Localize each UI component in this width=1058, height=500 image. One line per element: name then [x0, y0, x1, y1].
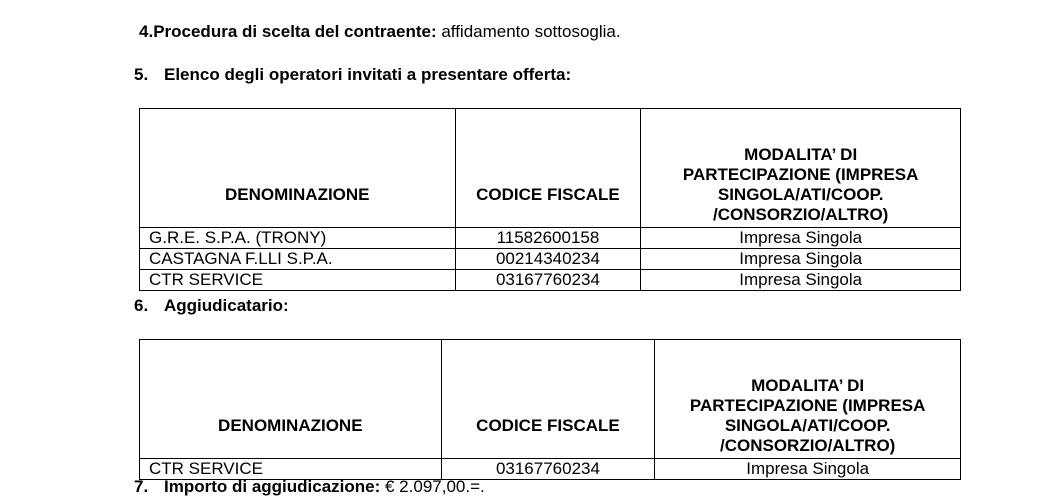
section-4-number: 4.: [139, 22, 154, 41]
section-4: [139, 22, 621, 42]
section-6-label: Aggiudicatario:: [164, 296, 289, 315]
table-header-row: [140, 340, 961, 459]
header-denominazione: DENOMINAZIONE: [140, 340, 442, 459]
header-modalita-line-4: /CONSORZIO/ALTRO): [713, 205, 889, 224]
cell-modalita: Impresa Singola: [641, 249, 961, 270]
table-header-row: [140, 109, 961, 228]
cell-denominazione: CASTAGNA F.LLI S.P.A.: [140, 249, 456, 270]
section-4-label: Procedura di scelta del contraente:: [153, 22, 437, 41]
header-modalita: [641, 109, 961, 228]
section-7-number: 7.: [134, 477, 149, 496]
invited-operators-table: [139, 108, 961, 291]
section-7: [134, 477, 485, 497]
header-modalita: [655, 340, 961, 459]
header-modalita-line-3: SINGOLA/ATI/COOP.: [717, 185, 884, 204]
header-modalita-line-1: MODALITA’ DI: [744, 145, 858, 164]
table-row: [140, 270, 961, 291]
header-modalita-line-3: SINGOLA/ATI/COOP.: [724, 416, 891, 435]
section-5-number: 5.: [134, 65, 149, 84]
section-7-value: € 2.097,00.=.: [380, 477, 485, 496]
header-denominazione: DENOMINAZIONE: [140, 109, 456, 228]
header-modalita-line-1: MODALITA’ DI: [751, 376, 865, 395]
cell-denominazione: G.R.E. S.P.A. (TRONY): [140, 228, 456, 249]
cell-denominazione: CTR SERVICE: [140, 270, 456, 291]
section-6-heading: [134, 296, 289, 316]
section-5-heading: [134, 65, 571, 85]
cell-modalita: Impresa Singola: [655, 459, 961, 480]
table-row: [140, 228, 961, 249]
header-codice-fiscale: CODICE FISCALE: [441, 340, 655, 459]
section-7-label: Importo di aggiudicazione:: [164, 477, 381, 496]
section-4-value: affidamento sottosoglia.: [436, 22, 621, 41]
header-codice-fiscale: CODICE FISCALE: [455, 109, 641, 228]
section-5-label: Elenco degli operatori invitati a presentare offerta:: [164, 65, 572, 84]
cell-codice-fiscale: 00214340234: [455, 249, 641, 270]
header-modalita-line-2: PARTECIPAZIONE (IMPRESA: [689, 396, 926, 415]
cell-codice-fiscale: 03167760234: [441, 459, 655, 480]
cell-modalita: Impresa Singola: [641, 228, 961, 249]
awardee-table: [139, 339, 961, 480]
header-modalita-line-4: /CONSORZIO/ALTRO): [719, 436, 896, 455]
cell-codice-fiscale: 11582600158: [455, 228, 641, 249]
header-modalita-line-2: PARTECIPAZIONE (IMPRESA: [682, 165, 919, 184]
cell-denominazione: CTR SERVICE: [140, 459, 442, 480]
section-6-number: 6.: [134, 296, 149, 315]
cell-modalita: Impresa Singola: [641, 270, 961, 291]
cell-codice-fiscale: 03167760234: [455, 270, 641, 291]
table-row: [140, 249, 961, 270]
